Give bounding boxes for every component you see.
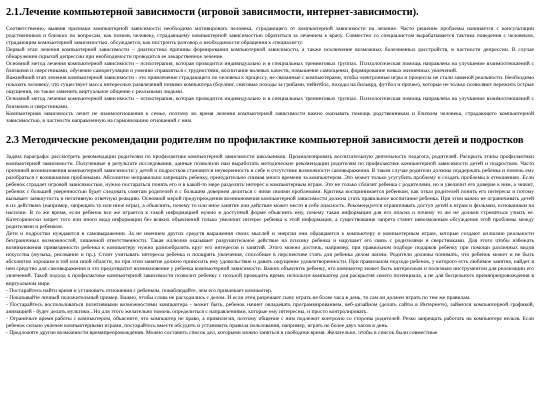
paragraph: Компьютерная зависимость лечит не взаимоотношения к семье, поэтому во время лечения компьютерной зависимости важно оказывать помощь родственникам и близким человека, страдающего компьютерной зависимостью, в частности направленную на гармонизацию отношений с ним. xyxy=(6,110,534,124)
section-heading-recommendations: 2.3 Методические рекомендации родителям по профилактике компьютерной зависимости детей и подростков xyxy=(6,134,524,146)
paragraph: Основной метод лечения компьютерной зависимости – психотерапия, которая проводится индивидуально и в специальных тренинговых группах. Психологическая помощь направлена на улучшение взаимоотношений с близкими и сверстниками, обучение саморегуляции и умению справляться с трудностями, воспитание волевых качеств, повышение самооценки, формирование новых жизненных увлечений. xyxy=(6,61,534,75)
list-item: - Показывайте личный положительный пример. Важно, чтобы слова не расходились с делом. И если отец разрешает сыну играть не более часа в день, то сам он должен играть по тем же правилам. xyxy=(6,294,471,301)
list-item: - Постарайтесь воспользоваться позитивными возможностями компьютера - может быть, ребенок начнет овладевать программированием, веб-дизайном (делать сайты в Интернете), займется компьютерной графикой, анимацией - будет делать мультики...Но для этого желательно помочь определиться с направлениями, которые ему интересны, и просто контролировать. xyxy=(6,301,534,315)
section-body-treatment xyxy=(6,26,534,125)
list-item: - Ограничьте время работы с компьютером, объясните, что компьютер не право, а привилегия, поэтому общение с ним подлежит контролю со стороны родителей. Резко запрещать работать на компьютере нельзя. Если ребенок сильно увлечен компьютерными играми, постарайтесь вместе обсудить и установить правила пользования, например, играть не более двух часов в день. xyxy=(6,315,534,329)
list-item: - Постарайтесь найти время и установить отношения с ребенком, понаблюдайте, чем его привлекает компьютер. xyxy=(6,287,273,294)
paragraph: Первый этап лечения компьютерной зависимости – диагностика причины формирования компьютерной зависимости, а также исключение возможных болезненных расстройств, в частности депрессии. В случае обнаружения скрытой депрессии при необходимости проводится ее лекарственное лечение. xyxy=(6,47,534,61)
list-item: - Предложите другие возможности времяпрепровождения. Можно составить список дел, которыми можно заняться в свободное время. Желательно, чтобы в список были совместные xyxy=(6,329,438,336)
paragraph: Важнейший этап лечения компьютерной зависимости - это привлечение страдающего по человека к процессу, не связанные с компьютерами, чтобы электронные игры и процессы не стали заменой реальности. Необходимо показать человеку, что существует масса интересных развлечений помимо компьютера (боулинг, снеговые походы за грибами, пейнтбол, походы на бильярд, футбол и прочее), которые не только позволяют пережить острые ощущения, но также заменить виртуальное общение с реальными людьми. xyxy=(6,75,534,96)
section-heading-treatment: 2.1.Лечение компьютерной зависимости (игровой зависимости, интернет-зависимости). xyxy=(6,7,419,18)
paragraph: Задача параграфа: рассмотреть рекомендации родителям по профилактике компьютерной зависимости школьников. Проанализировать воспитательную деятельность педагога, родителей. Раскрыть этапы профилактики компьютерной зависимости. Полученные в результате исследования, данные позволили нам выработать методические рекомендации родителям по профилактике компьютерной зависимости детей и подростков. Часто причиной возникновения компьютерной зависимости у детей и подростков становится неуверенность в себе и отсутствие возможности самовыражения. В таком случае родители должны поддержать ребенка и помочь ему разобраться с возникшими проблемами. Абсолютно неправильно запрещать ребенку, принудительно снимая много времени за компьютером. Это может только усугубить проблему и создать проблемы в отношениях. Если ребенок страдает игровой зависимостью, нужно постараться понять его и в какой-то мере разделить интерес к компьютерным играм. Это не только сблизит ребенка с родителями, но и увеличит его доверие к ним, а значит, ребенок с большей уверенностью будет следовать советам родителей и с большим доверием делиться с ними своими проблемами. Критика воспринимается ребенком, как отказ родителей понять его интересы и потому вызывает замкнутость и негативную ответную реакцию. Основной мерой предупреждения возникновения компьютерной зависимости должна стать правильное воспитание ребенка. При этом важно не ограничивать детей в их действиях (например, запрещать то или иное игры), а объяснять, почему то или иное занятие или действие может нести в себе опасность. Рекомендуется ограничивать доступ детей к играм и фильмам, основанным на насилии. В то же время, если ребенок все же играется к такой информацией нужно в доступной форме объяснить ему, почему такая информация для его опасна и почему то же не должен стремиться узнать ее. Категорически запрет того или иного вида информации без всяких объяснений только увеличит интерес ребенка к этой информации, а существование запрета станет невозможным обсуждение этой проблемы между родителями и ребенком. xyxy=(6,153,534,231)
paragraph: Основной метод лечения компьютерной зависимости – психотерапия, которая проводится индивидуально и в специальных тренинговых группах. Психологическая помощь направлена на улучшение взаимоотношений с близкими и сверстниками. xyxy=(6,96,534,110)
paragraph: Соответственно, выявив признаки компьютерной зависимости необходимо мотивировать человека, страдающего от компьютерной зависимости на лечение. Часто решение проблемы начинается с консультации родственников и близких по вопросам, как помочь человеку, страдающему компьютерной зависимостью обратиться за лечением к врачу. Совместно со специалистом вырабатывается тактика поведения с человеком, страдающим компьютерной зависимостью, обсуждается, как построить разговор о необходимости обращения к специалисту. xyxy=(6,26,534,47)
section-body-recommendations xyxy=(6,154,534,337)
paragraph: Дети и подростки нуждаются в самовыражении. За не имением других средств выражения своих мыслей и энергии они обращаются к компьютеру и компьютерным играм, которые создают иллюзию реальности безграничных возможностей, лишенной ответственности. Такая иллюзия оказывает разрушительное действие на психику ребенка и нарушает его связь с родителями и сверстниками. Для этого чтобы избежать возникновения привязанности ребенка к компьютеру нужно разнообразить круг его интересов и занятий. Этого можно достичь, например, при правильном подборе подарков ребенку при помощи различных видов искусства (музыка, рисование и пр.). Стоит учитывать интересы ребенка и поощрять увлечения, способные в перспективе стать для ребенка делом жизни. Родители должны понимать, что ребенок может и не быть абсолютно хорошим в той или иной области, но при этом занятие должно приносить ему удовольствие и давать ощущение удовлетворенности. При правильном подходе ребенок, у которого есть любимое занятие, найдет в нем средство для самовыражения и это предотвратит возникновение у ребенка компьютерной зависимости. Важно объяснить ребенку, что компьютер может быть интересным и полезным инструментом для реализации его увлечений. Такой подход к профилактике компьютерной зависимости позволит ребенку с пользой проводить время, используя компьютер для раскрытия своего потенциала, а не для бесцельного времяпрепровождения в виртуальном мире. xyxy=(6,231,534,287)
